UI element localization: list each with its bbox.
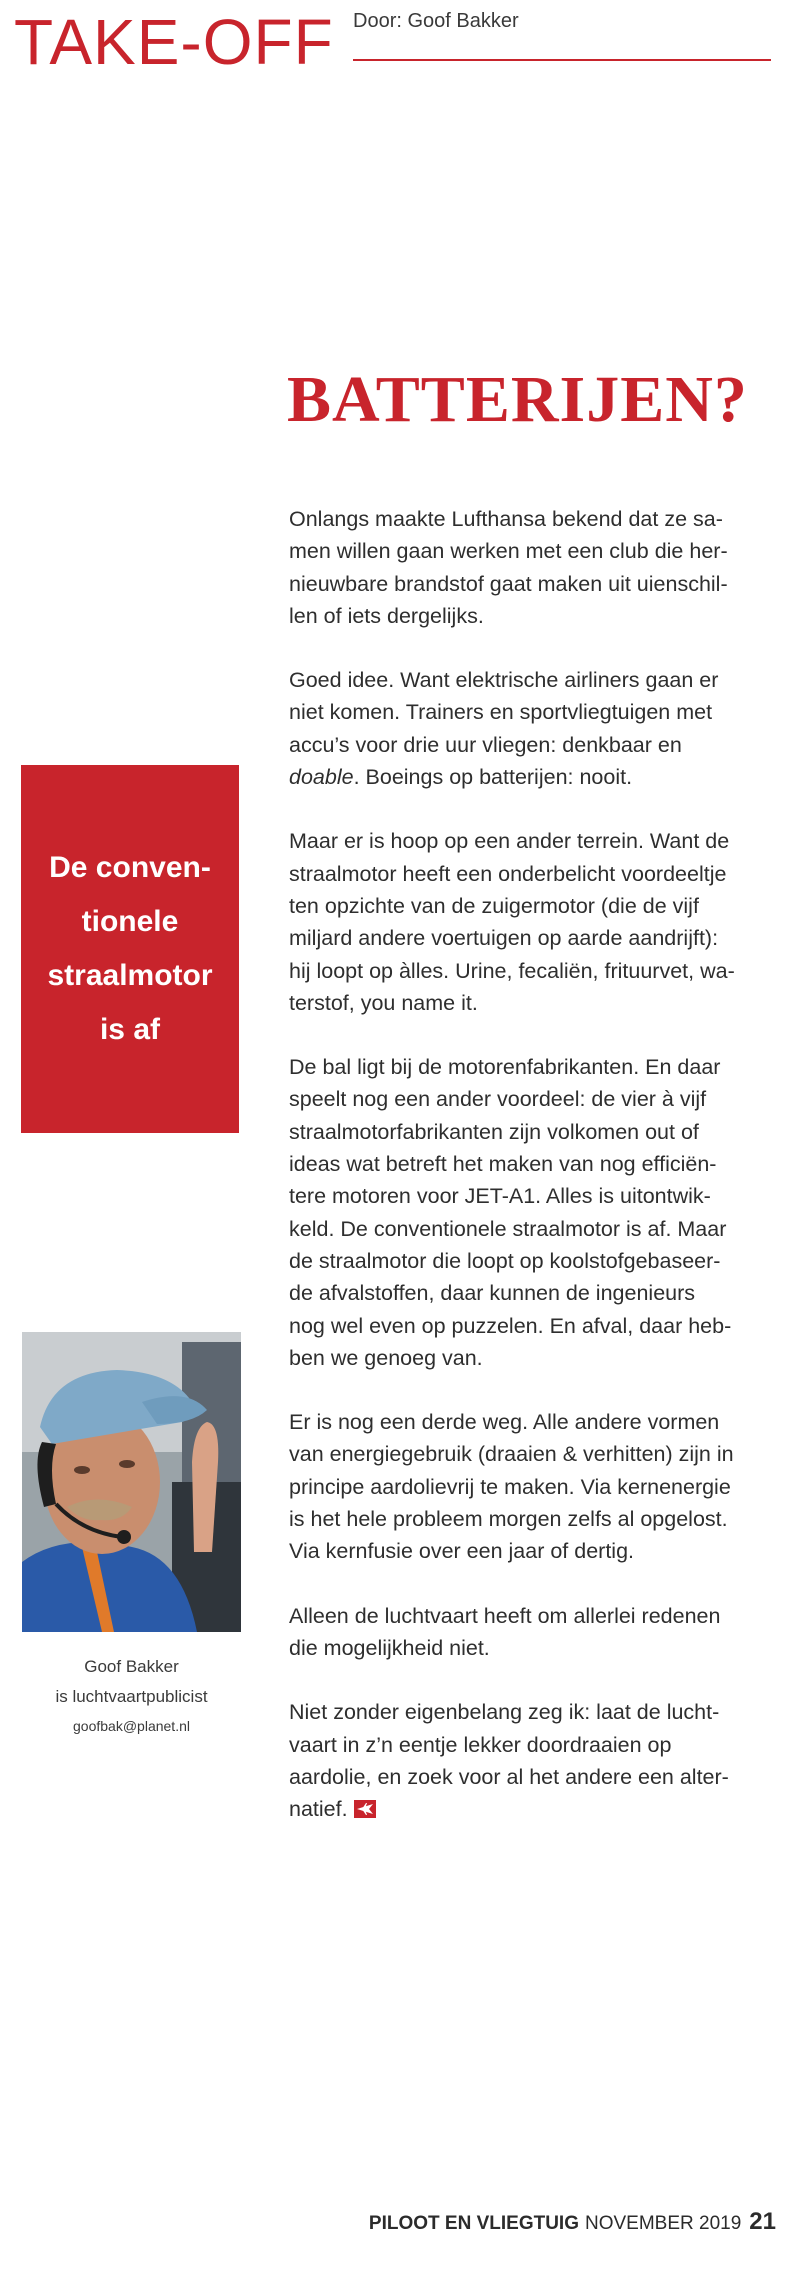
author-caption (22, 1652, 241, 1740)
byline: Door: Goof Bakker (353, 10, 519, 32)
text-line: aardolie, en zoek voor al het andere een alter- (289, 1764, 729, 1789)
text-line: principe aardolievrij te maken. Via kernenergie (289, 1474, 731, 1499)
author-role: is luchtvaartpublicist (55, 1687, 208, 1706)
issue-date: NOVEMBER 2019 (585, 2213, 742, 2234)
paragraph-1 (289, 503, 769, 632)
text-line: Maar er is hoop op een ander terrein. Want de (289, 829, 730, 854)
text-fragment: . Boeings op batterijen: nooit. (353, 765, 633, 790)
text-line: Alleen de luchtvaart heeft om allerlei redenen (289, 1603, 721, 1628)
text-line: Onlangs maakte Lufthansa bekend dat ze sa- (289, 507, 723, 531)
author-name: Goof Bakker (84, 1657, 179, 1676)
text-line: die mogelijkheid niet. (289, 1635, 490, 1660)
pull-quote (21, 765, 239, 1133)
text-line: Goed idee. Want elektrische airliners gaan er (289, 668, 719, 693)
pull-quote-text (47, 841, 212, 1057)
text-line: Niet zonder eigenbelang zeg ik: laat de lucht- (289, 1700, 720, 1725)
pull-quote-line: De conven- (49, 851, 211, 884)
italic-term: doable (289, 765, 354, 790)
text-line: hij loopt op àlles. Urine, fecaliën, frituurvet, wa- (289, 958, 735, 983)
text-line: men willen gaan werken met een club die her- (289, 539, 728, 564)
page-footer (369, 2208, 776, 2236)
author-photo (22, 1332, 241, 1632)
pull-quote-line: straalmotor (47, 959, 213, 992)
author-email: goofbak@planet.nl (73, 1718, 190, 1734)
author-portrait-image (22, 1332, 241, 1632)
text-line: straalmotor heeft een onderbelicht voordeeltje (289, 861, 727, 886)
text-line: nog wel even op puzzelen. En afval, daar heb- (289, 1313, 732, 1338)
paragraph-3 (289, 825, 769, 1019)
section-title: TAKE-OFF (14, 6, 334, 78)
text-line: accu’s voor drie uur vliegen: denkbaar en (289, 732, 682, 757)
text-line: miljard andere voertuigen op aarde aandrijft): (289, 926, 719, 951)
text-line: Via kernfusie over een jaar of dertig. (289, 1539, 634, 1564)
text-line: speelt nog een ander voordeel: de vier à vijf (289, 1087, 707, 1112)
plane-end-mark-icon (354, 1800, 376, 1818)
page-number: 21 (749, 2208, 776, 2235)
text-line: ideas wat betreft het maken van nog efficiën- (289, 1152, 717, 1177)
paragraph-6 (289, 1600, 769, 1665)
text-line: van energiegebruik (draaien & verhitten) zijn in (289, 1442, 734, 1467)
text-line (289, 1793, 769, 1825)
text-line: straalmotorfabrikanten zijn volkomen out of (289, 1119, 699, 1144)
text-line: de afvalstoffen, daar kunnen de ingenieurs (289, 1281, 696, 1306)
paragraph-7 (289, 1696, 769, 1825)
text-line: tere motoren voor JET-A1. Alles is uitontwik- (289, 1184, 711, 1209)
article-body (289, 503, 769, 1825)
text-line: nieuwbare brandstof gaat maken uit uienschil- (289, 571, 728, 596)
text-line: Er is nog een derde weg. Alle andere vormen (289, 1410, 720, 1435)
paragraph-2 (289, 664, 769, 793)
pull-quote-line: is af (99, 1013, 160, 1046)
text-line: ten opzichte van de zuigermotor (die de vijf (289, 893, 699, 918)
text-line: de straalmotor die loopt op koolstofgebaseer- (289, 1248, 721, 1273)
text-line: terstof, you name it. (289, 990, 478, 1015)
text-line: De bal ligt bij de motorenfabrikanten. En daar (289, 1055, 721, 1080)
paragraph-5 (289, 1406, 769, 1567)
paragraph-4 (289, 1051, 769, 1374)
text-line (289, 761, 769, 793)
text-line: niet komen. Trainers en sportvliegtuigen met (289, 700, 713, 725)
text-line: is het hele probleem morgen zelfs al opgelost. (289, 1507, 728, 1532)
text-line: ben we genoeg van. (289, 1345, 483, 1370)
text-line: keld. De conventionele straalmotor is af. Maar (289, 1216, 727, 1241)
text-line: len of iets dergelijks. (289, 603, 484, 628)
text-line: vaart in z’n eentje lekker doordraaien op (289, 1732, 672, 1757)
pull-quote-line: tionele (81, 905, 179, 938)
text-fragment: natief. (289, 1797, 348, 1822)
byline-divider (353, 59, 771, 61)
article-headline: BATTERIJEN? (287, 363, 748, 436)
magazine-name: PILOOT EN VLIEGTUIG (368, 2213, 579, 2234)
